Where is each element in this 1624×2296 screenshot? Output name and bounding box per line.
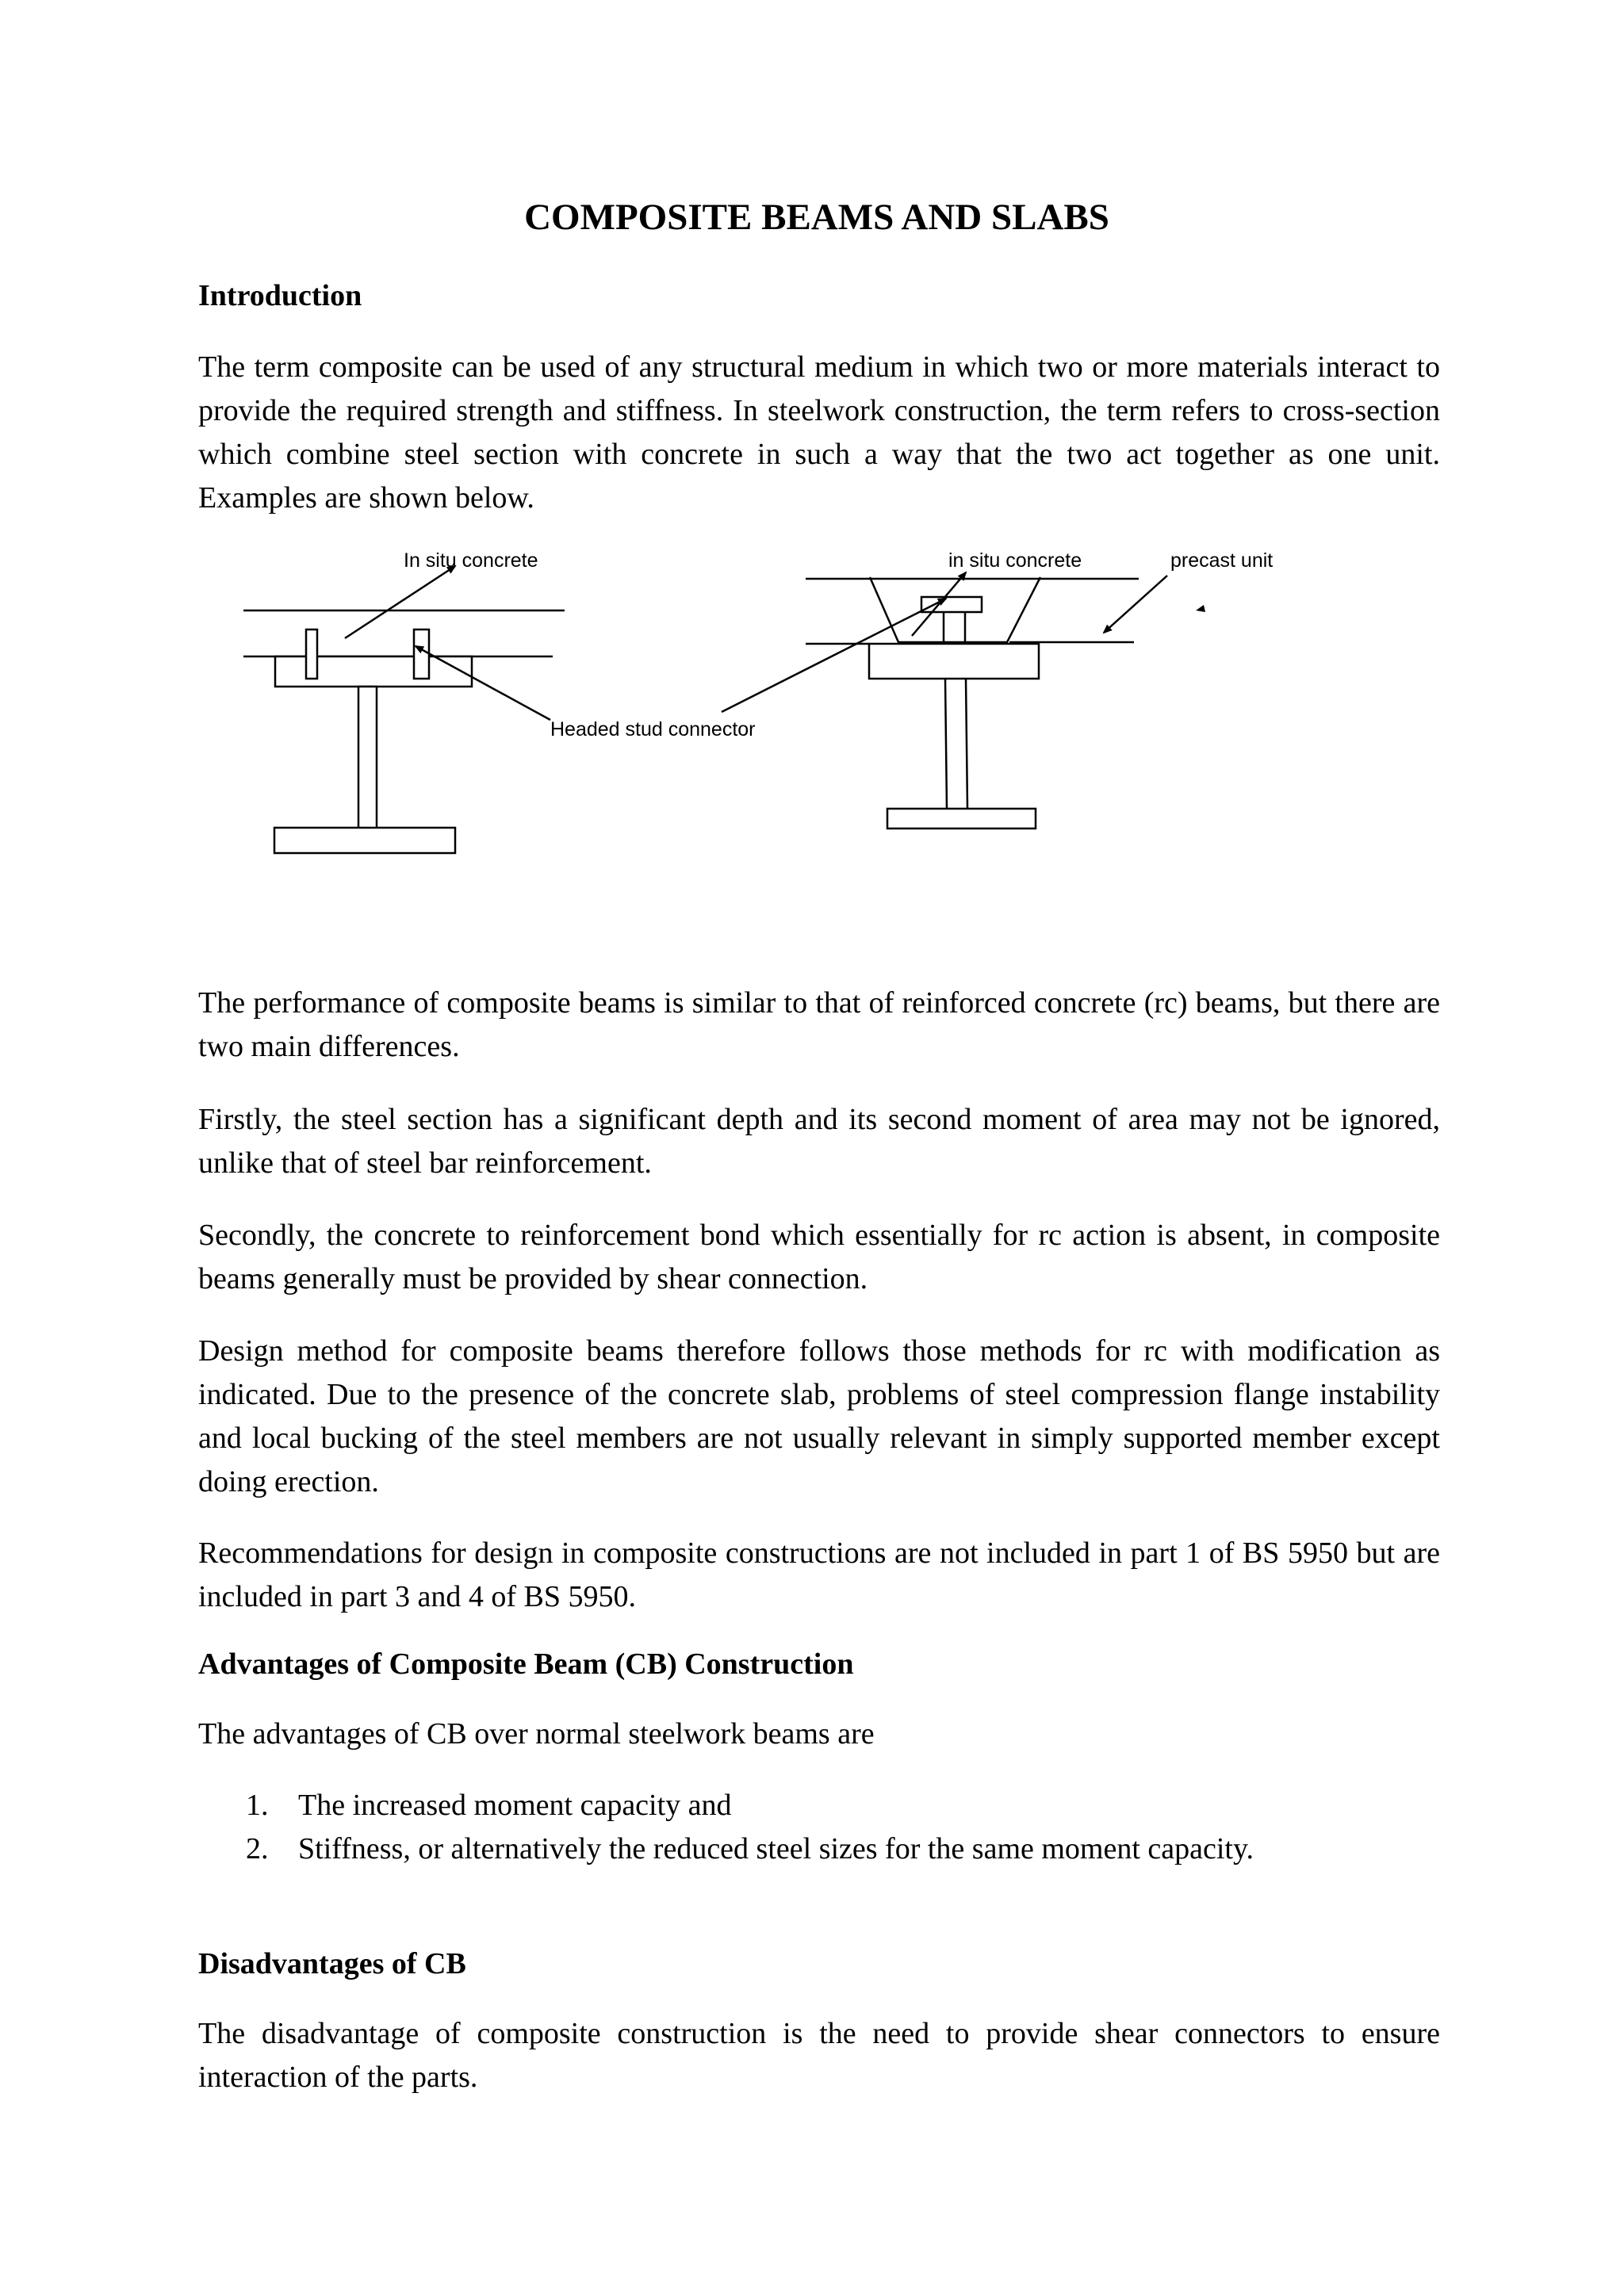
left-beam-section <box>243 610 565 853</box>
intro-paragraph-1: The term composite can be used of any structural medium in which two or more materials interact to provide the required strength and stiffness. In steelwork construction, the term refers to cross-section which combine steel section with concrete in such a way that the two act together as one unit. Examples are shown below. <box>198 350 1440 515</box>
right-top-flange <box>869 644 1039 679</box>
right-beam-section <box>806 577 1139 828</box>
stray-arrowhead <box>1196 605 1205 612</box>
page-title: COMPOSITE BEAMS AND SLABS <box>524 197 1109 238</box>
right-web-line-1 <box>945 679 947 809</box>
left-stud-2 <box>414 629 429 679</box>
disadvantages-heading: Disadvantages of CB <box>198 1947 466 1980</box>
advantages-heading: Advantages of Composite Beam (CB) Construction <box>198 1647 854 1681</box>
list-item <box>246 1784 1435 1827</box>
left-stud-1 <box>306 629 317 679</box>
left-bottom-flange <box>274 828 455 853</box>
arrow-precast <box>1104 576 1167 633</box>
label-stud-connector: Headed stud connector <box>550 718 756 740</box>
intro-paragraph-2: The performance of composite beams is similar to that of reinforced concrete (rc) beams, but there are two main differences. <box>198 986 1440 1063</box>
intro-paragraph-5: Design method for composite beams therefore follows those methods for rc with modification as indicated. Due to the presence of the concrete slab, problems of steel compression flange instability and local bucking of the steel members are not usually relevant in simply supported member except doing erection. <box>198 1334 1440 1498</box>
advantages-list <box>246 1784 1435 1871</box>
intro-paragraph-4: Secondly, the concrete to reinforcement bond which essentially for rc action is absent, in composite beams generally must be provided by shear connection. <box>198 1219 1440 1295</box>
list-item-text: The increased moment capacity and <box>298 1789 732 1822</box>
intro-paragraph-6: Recommendations for design in composite constructions are not included in part 1 of BS 5950 but are included in part 3 and 4 of BS 5950. <box>198 1536 1440 1613</box>
left-web <box>358 687 377 836</box>
advantages-intro: The advantages of CB over normal steelwork beams are <box>198 1717 875 1751</box>
right-bottom-flange <box>887 809 1036 828</box>
composite-beam-diagram <box>0 523 1624 872</box>
arrow-insitu-left <box>345 566 455 638</box>
composite-beam-figure <box>0 523 1624 872</box>
right-stud-head <box>921 597 982 612</box>
label-insitu-right: in situ concrete <box>948 549 1082 572</box>
label-insitu-left: In situ concrete <box>404 549 538 572</box>
list-item-text: Stiffness, or alternatively the reduced steel sizes for the same moment capacity. <box>298 1832 1254 1866</box>
list-item-number: 1. <box>246 1789 269 1822</box>
list-item-number: 2. <box>246 1832 269 1866</box>
label-precast: precast unit <box>1170 549 1274 572</box>
right-web-line-2 <box>966 679 967 809</box>
intro-paragraph-3: Firstly, the steel section has a significant depth and its second moment of area may not be ignored, unlike that of steel bar reinforcement. <box>198 1103 1440 1180</box>
list-item <box>246 1827 1435 1871</box>
disadvantages-paragraph: The disadvantage of composite construction is the need to provide shear connectors to ensure interaction of the parts. <box>198 2017 1440 2094</box>
introduction-heading: Introduction <box>198 279 362 312</box>
